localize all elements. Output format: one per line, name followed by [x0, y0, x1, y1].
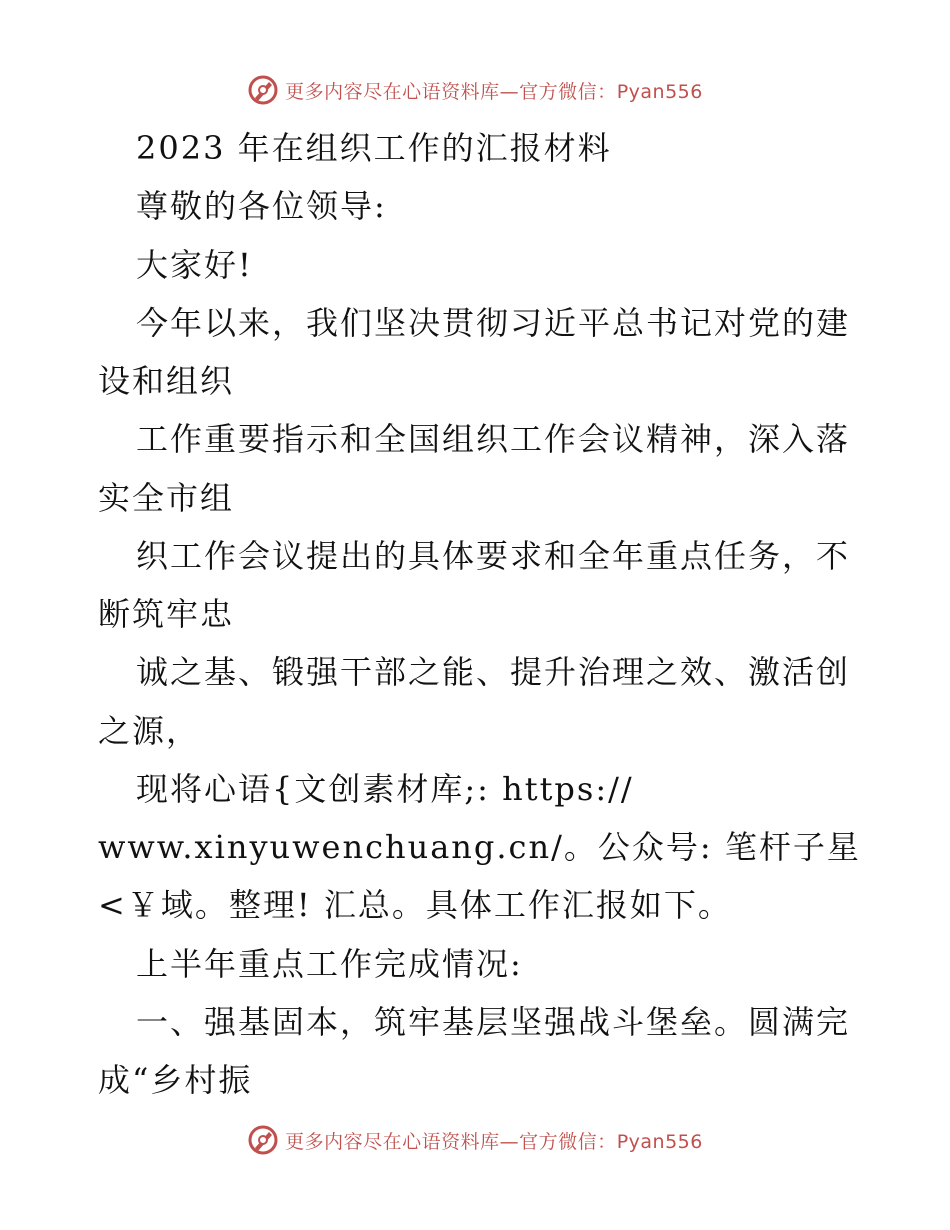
footer-banner: [0, 1120, 950, 1160]
section-heading: 上半年重点工作完成情况:: [136, 945, 523, 983]
banner-wechat-label: 官方微信：: [519, 80, 617, 103]
paragraph-line: 织工作会议提出的具体要求和全年重点任务，不: [136, 537, 851, 575]
paragraph-line: 实全市组: [98, 479, 235, 517]
paragraph-line: 成“乡村振: [98, 1061, 253, 1099]
banner-title: 更多内容尽在心语资料库: [285, 1130, 500, 1153]
paragraph-line: 今年以来，我们坚决贯彻习近平总书记对党的建: [136, 304, 851, 342]
paragraph-line: <￥域。整理! 汇总。具体工作汇报如下。: [98, 886, 732, 924]
banner-wechat-id: Pyan556: [616, 80, 703, 103]
banner-wechat-label: 官方微信：: [519, 1130, 617, 1153]
banner-separator: —: [499, 1130, 520, 1153]
paragraph-line: 断筑牢忠: [98, 595, 235, 633]
pen-logo-icon: [247, 1124, 279, 1156]
document-title: 2023 年在组织工作的汇报材料: [136, 129, 612, 167]
paragraph-line: 设和组织: [98, 362, 235, 400]
paragraph-line: 现将心语{文创素材库;: https://: [136, 770, 634, 808]
banner-text: [285, 77, 703, 104]
paragraph-line: 工作重要指示和全国组织工作会议精神，深入落: [136, 420, 851, 458]
greeting: 大家好!: [136, 246, 253, 284]
paragraph-line: 诚之基、锻强干部之能、提升治理之效、激活创: [136, 653, 851, 691]
banner-separator: —: [499, 80, 520, 103]
paragraph-line: www.xinyuwenchuang.cn/。公众号: 笔杆子星: [98, 828, 861, 866]
paragraph-line: 之源，: [98, 712, 201, 750]
pen-logo-icon: [247, 74, 279, 106]
header-banner: [0, 70, 950, 110]
banner-text: [285, 1127, 703, 1154]
paragraph-line: 一、强基固本，筑牢基层坚强战斗堡垒。圆满完: [136, 1003, 851, 1041]
banner-title: 更多内容尽在心语资料库: [285, 80, 500, 103]
banner-wechat-id: Pyan556: [616, 1130, 703, 1153]
salutation: 尊敬的各位领导:: [136, 187, 387, 225]
